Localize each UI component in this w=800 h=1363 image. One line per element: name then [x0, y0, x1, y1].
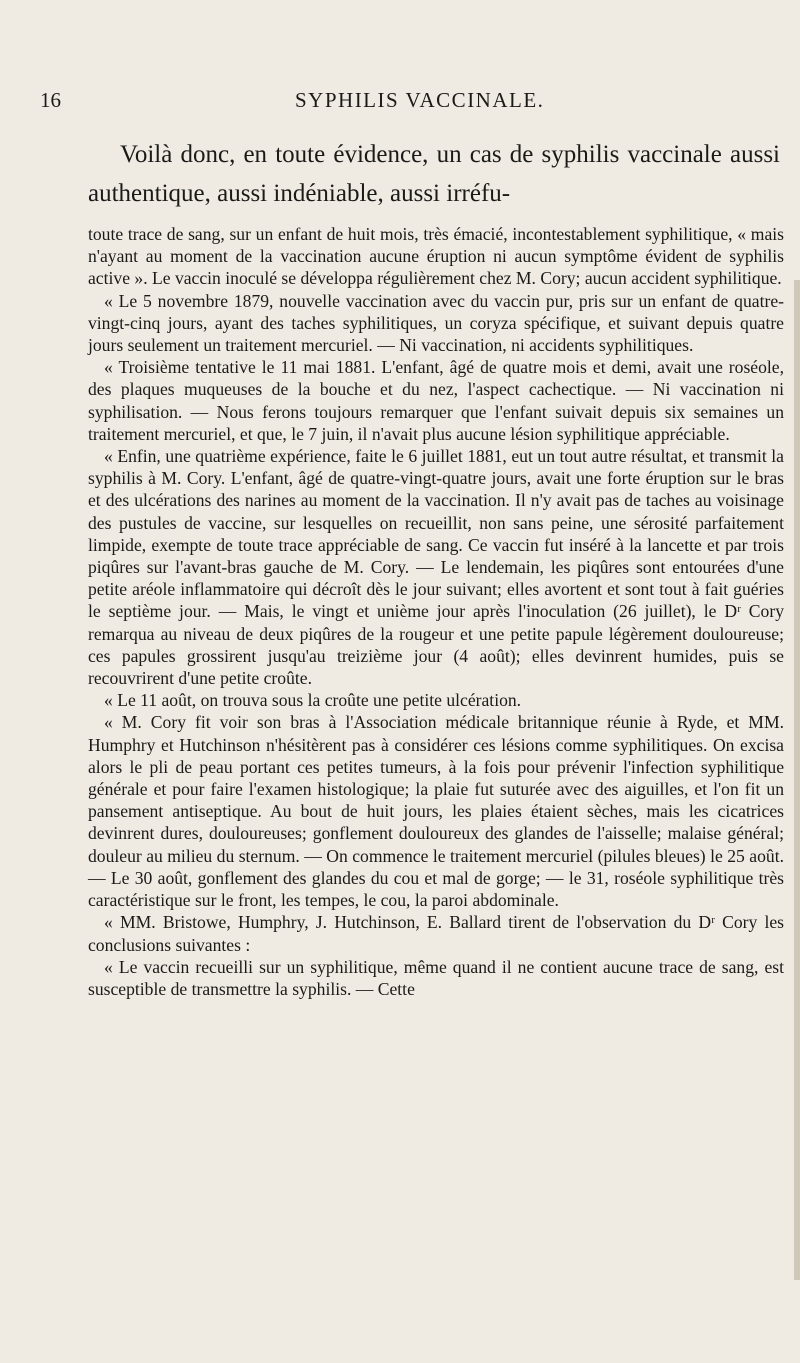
paragraph: « MM. Bristowe, Humphry, J. Hutchinson, E. Ballard tirent de l'observation du Dʳ Cory les conclusions suivantes :: [88, 912, 784, 955]
page-header: [40, 88, 780, 118]
paragraph: « Troisième tentative le 11 mai 1881. L'enfant, âgé de quatre mois et demi, avait une roséole, des plaques muqueuses de la bouche et du nez, l'aspect cachectique. — Ni vaccination ni syphilisation. — Nous ferons toujours remarquer que l'enfant suivait depuis six semaines un traitement mercuriel, et que, le 7 juin, il n'avait plus aucune lésion syphilitique appréciable.: [88, 357, 784, 444]
intro-sentence: Voilà donc, en toute évidence, un cas de syphilis vaccinale aussi authentique, aussi indéniable, aussi irréfu-: [88, 141, 780, 207]
paragraph: toute trace de sang, sur un enfant de huit mois, très émacié, incontestablement syphilitique, « mais n'ayant au moment de la vaccination aucune éruption ni aucun symptôme évident de syphilis active ». Le vaccin inoculé se développa régulièrement chez M. Cory; aucun accident syphilitique.: [88, 224, 784, 289]
paragraph: « M. Cory fit voir son bras à l'Association médicale britannique réunie à Ryde, et MM. Humphry et Hutchinson n'hésitèrent pas à considérer ces lésions comme syphilitiques. On excisa alors le pli de peau portant ces petites tumeurs, à la fois pour prévenir l'infection syphilitique générale et pour faire l'examen histologique; la plaie fut suturée avec des aiguilles, et l'on fit un pansement antiseptique. Au bout de huit jours, les plaies étaient sèches, mais les cicatrices devinrent dures, douloureuses; gonflement douloureux des glandes de l'aisselle; malaise général; douleur au milieu du sternum. — On commence le traitement mercuriel (pilules bleues) le 25 août. — Le 30 août, gonflement des glandes du cou et mal de gorge; — le 31, roséole syphilitique très caractéristique sur le front, les tempes, le cou, la paroi abdominale.: [88, 712, 784, 911]
running-head: SYPHILIS VACCINALE.: [295, 88, 545, 112]
page-edge-shadow: [794, 280, 800, 1280]
paragraph: « Le vaccin recueilli sur un syphilitique, même quand il ne contient aucune trace de sang, est susceptible de transmettre la syphilis. — Cette: [88, 956, 784, 999]
page-number: 16: [40, 88, 61, 112]
body-text: [88, 223, 784, 1000]
paragraph: « Enfin, une quatrième expérience, faite le 6 juillet 1881, eut un tout autre résultat, et transmit la syphilis à M. Cory. L'enfant, âgé de quatre-vingt-quatre jours, avait une forte éruption sur le bras et des ulcérations des narines au moment de la vaccination. Il n'y avait pas de taches au voisinage des pustules de vaccine, sur lesquelles on recueillit, non sans peine, une sérosité parfaitement limpide, exempte de toute trace appréciable de sang. Ce vaccin fut inséré à la lancette et par trois piqûres sur l'avant-bras gauche de M. Cory. — Le lendemain, les piqûres sont entourées d'une petite aréole inflammatoire qui décroît dès le jour suivant; elles avortent et sont tout à fait guéries le septième jour. — Mais, le vingt et unième jour après l'inoculation (26 juillet), le Dʳ Cory remarqua au niveau de deux piqûres de la rougeur et une petite papule légèrement douloureuse; ces papules grossirent jusqu'au treizième jour (4 août); elles devinrent humides, puis se recouvrirent d'une petite croûte.: [88, 446, 784, 689]
paragraph: « Le 11 août, on trouva sous la croûte une petite ulcération.: [104, 690, 522, 711]
paragraph: « Le 5 novembre 1879, nouvelle vaccination avec du vaccin pur, pris sur un enfant de quatre-vingt-cinq jours, ayant des taches syphilitiques, un coryza spécifique, et suivant depuis quatre jours seulement un traitement mercuriel. — Ni vaccination, ni accidents syphilitiques.: [88, 290, 784, 356]
